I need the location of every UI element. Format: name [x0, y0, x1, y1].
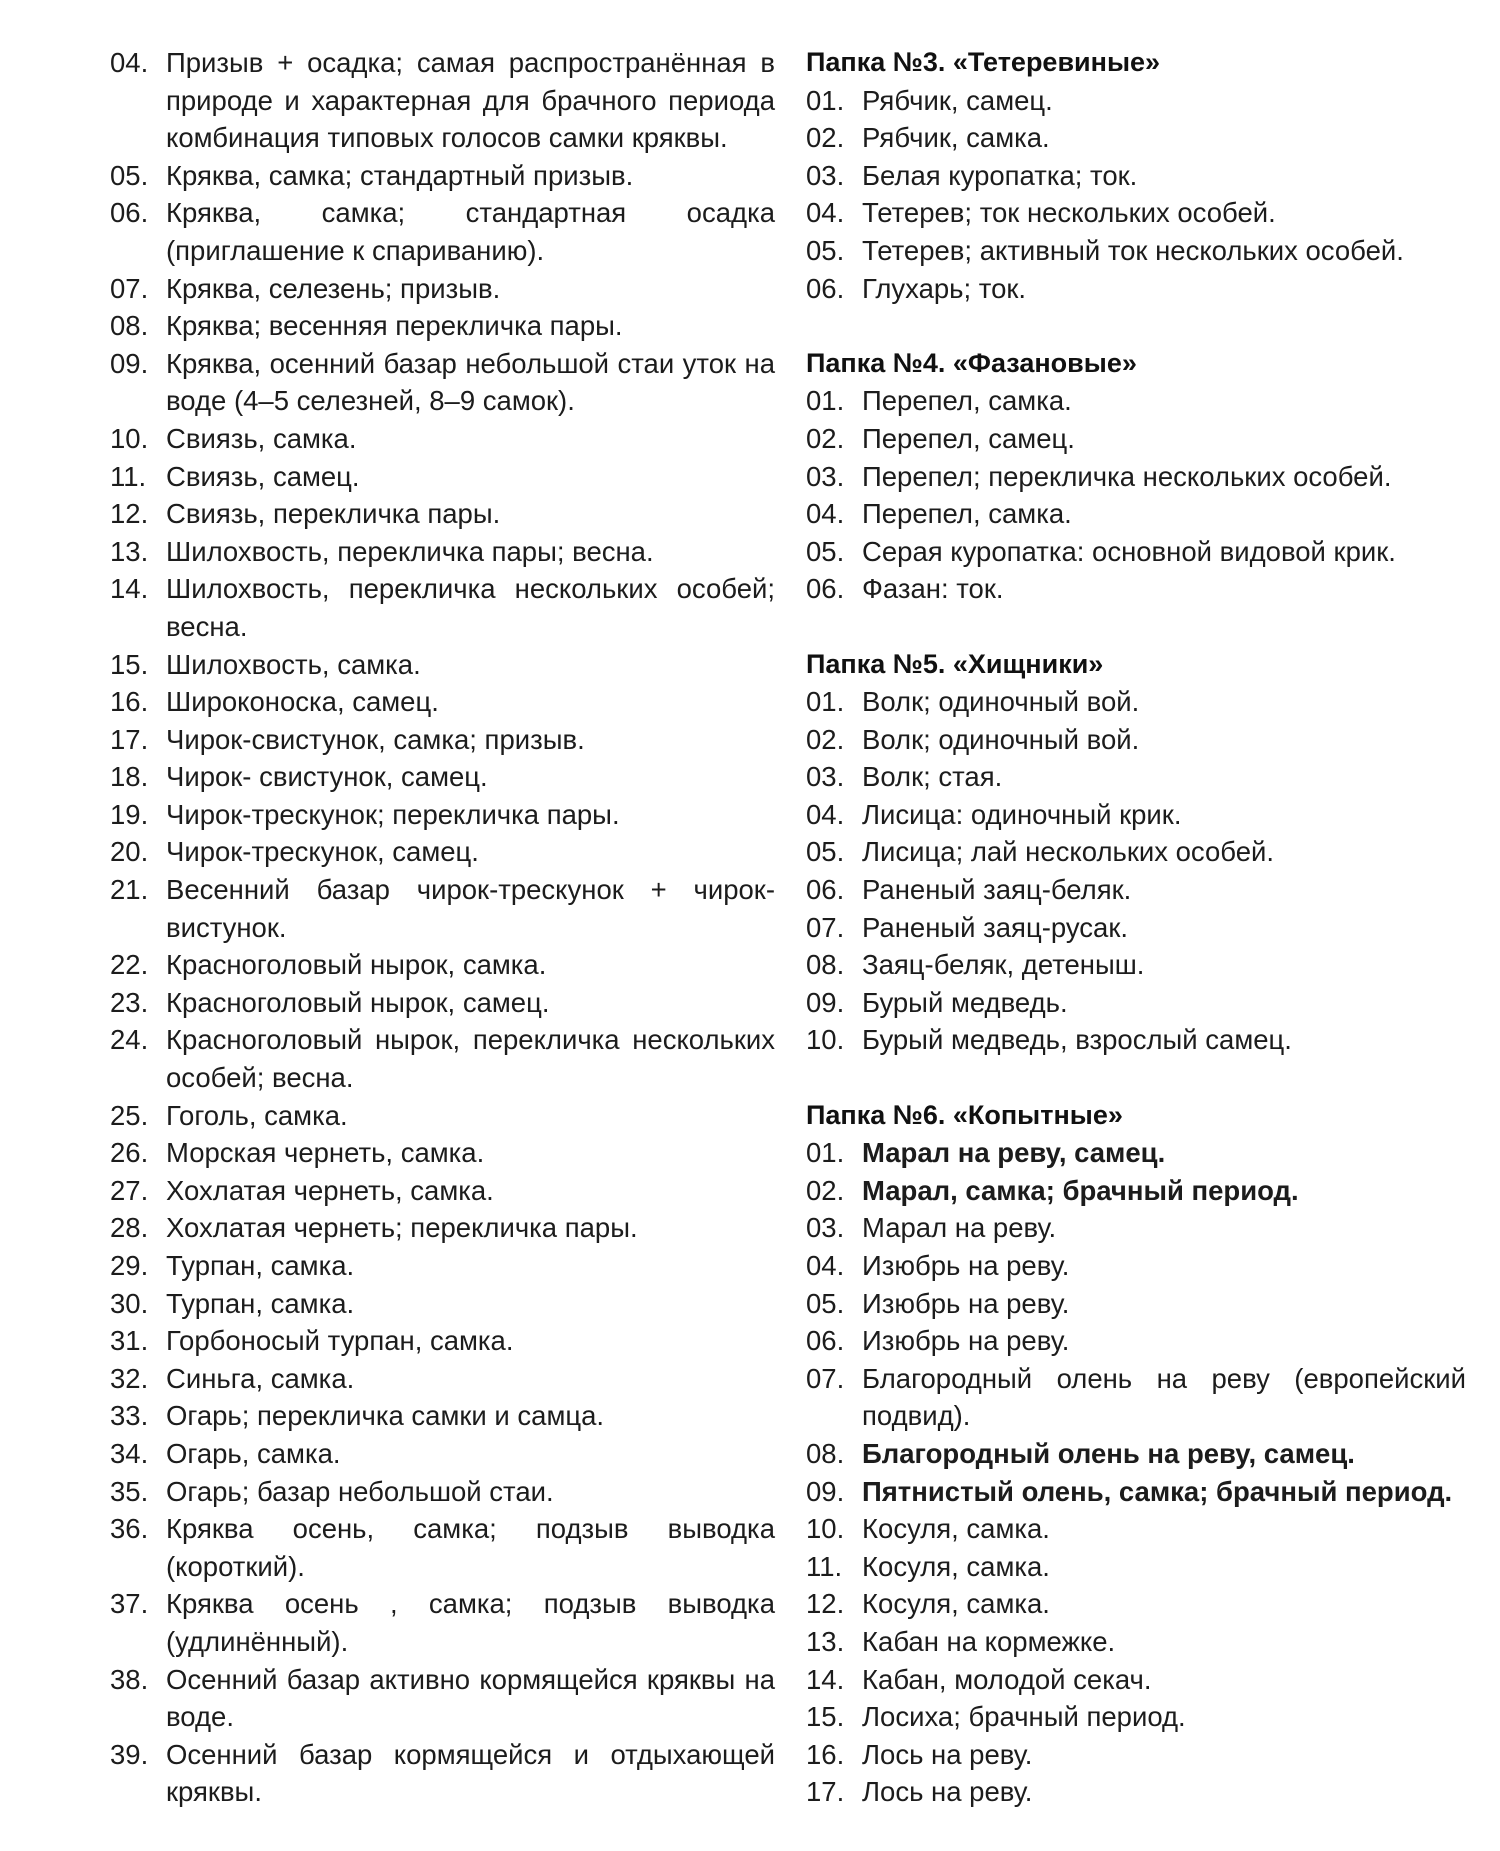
entry-number: 14. — [110, 573, 149, 605]
entry-text: Глухарь; ток. — [862, 272, 1027, 304]
entry-text: Широконоска, самец. — [166, 686, 439, 718]
entry-number: 34. — [110, 1437, 149, 1469]
entry-number: 08. — [110, 310, 149, 342]
entry-number: 36. — [110, 1513, 149, 1545]
entry-number: 20. — [110, 836, 149, 868]
entry-text: Шилохвость, перекличка пары; весна. — [166, 535, 654, 567]
entry-number: 03. — [806, 159, 845, 191]
folder-heading: Папка №3. «Тетеревиные» — [806, 47, 1161, 77]
folder-track-entry — [806, 1510, 1466, 1548]
entry-text: Белая куропатка; ток. — [862, 159, 1138, 191]
track-entry — [110, 796, 775, 834]
entry-number: 03. — [806, 1212, 845, 1244]
track-entry — [110, 1247, 775, 1285]
track-entry — [110, 833, 775, 871]
entry-text: Хохлатая чернеть; перекличка пары. — [166, 1212, 638, 1244]
entry-number: 27. — [110, 1174, 149, 1206]
folder-track-entry — [806, 1473, 1466, 1511]
folder-track-entry — [806, 1548, 1466, 1586]
entry-number: 17. — [110, 723, 149, 755]
folder-track-entry — [806, 420, 1466, 458]
entry-text: Кряква, осенний базар небольшой стаи уток на воде (4–5 селезней, 8–9 самок). — [166, 347, 775, 417]
entry-text: Рябчик, самка. — [862, 122, 1050, 154]
entry-text: Свиязь, самец. — [166, 460, 360, 492]
entry-number: 07. — [110, 272, 149, 304]
entry-text: Перепел, самка. — [862, 385, 1072, 417]
entry-number: 38. — [110, 1663, 149, 1695]
track-entry — [110, 570, 775, 645]
entry-number: 17. — [806, 1776, 845, 1808]
entry-text: Красноголовый нырок, самец. — [166, 986, 550, 1018]
entry-number: 09. — [806, 986, 845, 1018]
entry-text: Чирок-трескунок; перекличка пары. — [166, 798, 620, 830]
entry-number: 08. — [806, 1437, 845, 1469]
entry-number: 05. — [806, 535, 845, 567]
entry-text: Огарь, самка. — [166, 1437, 341, 1469]
track-entry — [110, 984, 775, 1022]
entry-text: Хохлатая чернеть, самка. — [166, 1174, 494, 1206]
folder-track-entry — [806, 82, 1466, 120]
entry-text: Красноголовый нырок, самка. — [166, 949, 547, 981]
entry-number: 10. — [806, 1513, 845, 1545]
entry-number: 29. — [110, 1250, 149, 1281]
track-entry — [110, 495, 775, 533]
entry-number: 03. — [806, 761, 845, 793]
entry-number: 15. — [110, 648, 149, 680]
entry-text: Перепел, самка. — [862, 498, 1072, 530]
entry-text: Изюбрь на реву. — [862, 1250, 1070, 1281]
entry-text: Кряква осень, самка; подзыв выводка (короткий). — [166, 1513, 775, 1582]
left-column — [110, 44, 775, 1811]
entry-number: 26. — [110, 1137, 149, 1169]
entry-text: Чирок-свистунок, самка; призыв. — [166, 723, 585, 755]
entry-number: 01. — [806, 1137, 845, 1169]
entry-number: 04. — [806, 1250, 845, 1281]
entry-text: Бурый медведь. — [862, 986, 1068, 1018]
entry-number: 06. — [806, 874, 845, 906]
folder-track-entry — [806, 1209, 1466, 1247]
entry-text: Кабан, молодой секач. — [862, 1663, 1152, 1695]
folder-track-entry — [806, 1661, 1466, 1699]
entry-number: 30. — [110, 1287, 149, 1319]
entry-number: 33. — [110, 1400, 149, 1432]
folder-heading: Папка №4. «Фазановые» — [806, 347, 1137, 378]
track-entry — [110, 458, 775, 496]
track-entry — [110, 1585, 775, 1660]
entry-number: 03. — [806, 460, 845, 492]
folder-track-entry — [806, 871, 1466, 909]
entry-text: Кряква; весенняя перекличка пары. — [166, 310, 623, 342]
entry-text: Косуля, самка. — [862, 1513, 1050, 1545]
entry-number: 02. — [806, 723, 845, 755]
track-entry — [110, 44, 775, 157]
folder-track-entry — [806, 758, 1466, 796]
entry-text: Огарь; перекличка самки и самца. — [166, 1400, 605, 1432]
entry-text: Марал, самка; брачный период. — [862, 1174, 1299, 1206]
entry-text: Синьга, самка. — [166, 1362, 355, 1394]
entry-text: Тетерев; активный ток нескольких особей. — [862, 234, 1404, 266]
entry-text: Лось на реву. — [862, 1776, 1033, 1808]
track-entry — [110, 1473, 775, 1511]
folder-track-entry — [806, 683, 1466, 721]
folder-track-entry — [806, 157, 1466, 195]
track-entry — [110, 1134, 775, 1172]
entry-text: Кряква, селезень; призыв. — [166, 272, 501, 304]
folder-track-entry — [806, 984, 1466, 1022]
entry-number: 06. — [806, 1325, 845, 1357]
folder-track-entry — [806, 270, 1466, 308]
folder-track-entry — [806, 833, 1466, 871]
folder-track-entry — [806, 1285, 1466, 1323]
folder-track-entry — [806, 533, 1466, 571]
entry-text: Фазан: ток. — [862, 573, 1004, 605]
entry-number: 32. — [110, 1362, 149, 1394]
entry-text: Серая куропатка: основной видовой крик. — [862, 535, 1396, 567]
entry-number: 05. — [806, 234, 845, 266]
folder-track-entry — [806, 721, 1466, 759]
folder-track-entry — [806, 458, 1466, 496]
track-entry — [110, 946, 775, 984]
entry-number: 05. — [806, 1287, 845, 1319]
entry-number: 02. — [806, 122, 845, 154]
entry-text: Рябчик, самец. — [862, 84, 1053, 116]
entry-number: 04. — [806, 197, 845, 229]
entry-number: 24. — [110, 1024, 149, 1056]
track-entry — [110, 270, 775, 308]
entry-text: Изюбрь на реву. — [862, 1287, 1070, 1319]
entry-text: Тетерев; ток нескольких особей. — [862, 197, 1276, 229]
section-spacer — [806, 1059, 1466, 1097]
entry-number: 07. — [806, 911, 845, 943]
entry-text: Косуля, самка. — [862, 1550, 1050, 1582]
section-spacer — [806, 307, 1466, 345]
entry-text: Перепел; перекличка нескольких особей. — [862, 460, 1392, 492]
entry-number: 16. — [806, 1738, 845, 1770]
folder-track-entry — [806, 1698, 1466, 1736]
entry-number: 01. — [806, 84, 845, 116]
entry-text: Горбоносый турпан, самка. — [166, 1325, 514, 1357]
entry-text: Морская чернеть, самка. — [166, 1137, 485, 1169]
entry-number: 01. — [806, 385, 845, 417]
entry-number: 11. — [110, 460, 147, 492]
entry-number: 06. — [806, 573, 845, 605]
entry-text: Пятнистый олень, самка; брачный период. — [862, 1475, 1453, 1507]
folder-track-entry — [806, 1623, 1466, 1661]
entry-number: 25. — [110, 1099, 149, 1131]
entry-text: Раненый заяц-русак. — [862, 911, 1129, 943]
entry-number: 15. — [806, 1701, 845, 1733]
entry-text: Раненый заяц-беляк. — [862, 874, 1132, 906]
entry-text: Кряква, самка; стандартная осадка (приглашение к спариванию). — [166, 197, 775, 266]
entry-text: Марал на реву. — [862, 1212, 1057, 1244]
entry-number: 05. — [110, 159, 149, 191]
entry-number: 22. — [110, 949, 149, 981]
track-entry — [110, 1021, 775, 1096]
entry-text: Косуля, самка. — [862, 1588, 1050, 1620]
track-entry — [110, 1510, 775, 1585]
entry-text: Гоголь, самка. — [166, 1099, 348, 1131]
folder-heading: Папка №5. «Хищники» — [806, 648, 1104, 679]
entry-text: Свиязь, перекличка пары. — [166, 498, 501, 530]
folder-track-entry — [806, 232, 1466, 270]
entry-text: Красноголовый нырок, перекличка нескольких особей; весна. — [166, 1024, 775, 1094]
entry-number: 09. — [806, 1475, 845, 1507]
entry-number: 12. — [110, 498, 149, 530]
entry-number: 05. — [806, 836, 845, 868]
entry-number: 02. — [806, 422, 845, 454]
entry-number: 01. — [806, 686, 845, 718]
entry-number: 06. — [806, 272, 845, 304]
entry-number: 31. — [110, 1325, 149, 1357]
entry-number: 07. — [806, 1362, 845, 1394]
entry-text: Свиязь, самка. — [166, 422, 357, 454]
entry-text: Осенний базар активно кормящейся кряквы на воде. — [166, 1663, 775, 1733]
entry-text: Волк; стая. — [862, 761, 1003, 793]
entry-text: Чирок- свистунок, самец. — [166, 761, 488, 793]
track-entry — [110, 758, 775, 796]
entry-number: 10. — [806, 1024, 845, 1056]
entry-text: Призыв + осадка; самая распространённая в природе и характерная для брачного периода комбинация типовых голосов самки кряквы. — [166, 47, 775, 154]
entry-text: Кряква осень , самка; подзыв выводка (удлинённый). — [166, 1588, 775, 1657]
track-entry — [110, 307, 775, 345]
track-entry — [110, 1736, 775, 1811]
entry-text: Марал на реву, самец. — [862, 1137, 1166, 1169]
entry-text: Волк; одиночный вой. — [862, 723, 1140, 755]
track-entry — [110, 1661, 775, 1736]
entry-text: Кряква, самка; стандартный призыв. — [166, 159, 634, 191]
right-column — [806, 44, 1466, 1811]
track-entry — [110, 1397, 775, 1435]
entry-text: Шилохвость, перекличка нескольких особей; весна. — [166, 573, 775, 642]
entry-number: 21. — [110, 874, 149, 906]
entry-text: Бурый медведь, взрослый самец. — [862, 1024, 1292, 1056]
entry-text: Заяц-беляк, детеныш. — [862, 949, 1145, 981]
folder-track-entry — [806, 495, 1466, 533]
folder-track-entry — [806, 1322, 1466, 1360]
entry-text: Лисица; лай нескольких особей. — [862, 836, 1274, 868]
folder-track-entry — [806, 382, 1466, 420]
section-spacer — [806, 608, 1466, 646]
entry-number: 35. — [110, 1475, 149, 1507]
track-entry — [110, 1435, 775, 1473]
entry-text: Благородный олень на реву (европейский подвид). — [862, 1362, 1466, 1432]
entry-text: Перепел, самец. — [862, 422, 1075, 454]
entry-number: 02. — [806, 1174, 845, 1206]
folder-track-entry — [806, 119, 1466, 157]
entry-number: 23. — [110, 986, 149, 1018]
track-entry — [110, 1322, 775, 1360]
entry-text: Лисица: одиночный крик. — [862, 798, 1182, 830]
folder-track-entry — [806, 1773, 1466, 1811]
track-entry — [110, 871, 775, 946]
entry-number: 08. — [806, 949, 845, 981]
entry-text: Лосиха; брачный период. — [862, 1701, 1186, 1733]
entry-number: 04. — [806, 498, 845, 530]
folder-track-entry — [806, 1360, 1466, 1435]
track-entry — [110, 1097, 775, 1135]
track-entry — [110, 194, 775, 269]
entry-number: 09. — [110, 347, 149, 379]
track-entry — [110, 1209, 775, 1247]
entry-number: 13. — [110, 535, 149, 567]
entry-number: 12. — [806, 1588, 845, 1620]
entry-text: Волк; одиночный вой. — [862, 686, 1140, 718]
track-entry — [110, 646, 775, 684]
entry-number: 28. — [110, 1212, 149, 1244]
entry-text: Турпан, самка. — [166, 1250, 355, 1281]
track-entry — [110, 1285, 775, 1323]
entry-text: Огарь; базар небольшой стаи. — [166, 1475, 554, 1507]
entry-number: 11. — [806, 1550, 843, 1582]
track-entry — [110, 345, 775, 420]
entry-number: 13. — [806, 1625, 845, 1657]
entry-number: 16. — [110, 686, 149, 718]
entry-text: Лось на реву. — [862, 1738, 1033, 1770]
track-entry — [110, 533, 775, 571]
folder-track-entry — [806, 1247, 1466, 1285]
entry-text: Кабан на кормежке. — [862, 1625, 1116, 1657]
folder-track-entry — [806, 1134, 1466, 1172]
folder-track-entry — [806, 796, 1466, 834]
folder-heading: Папка №6. «Копытные» — [806, 1099, 1123, 1130]
track-entry — [110, 157, 775, 195]
track-entry — [110, 721, 775, 759]
entry-number: 18. — [110, 761, 149, 793]
track-entry — [110, 683, 775, 721]
track-entry — [110, 1360, 775, 1398]
entry-text: Благородный олень на реву, самец. — [862, 1437, 1355, 1469]
entry-text: Изюбрь на реву. — [862, 1325, 1070, 1357]
entry-text: Осенний базар кормящейся и отдыхающей кряквы. — [166, 1738, 775, 1808]
folder-track-entry — [806, 1585, 1466, 1623]
folder-track-entry — [806, 1435, 1466, 1473]
entry-text: Шилохвость, самка. — [166, 648, 421, 680]
folder-track-entry — [806, 194, 1466, 232]
entry-number: 37. — [110, 1588, 149, 1620]
folder-track-entry — [806, 909, 1466, 947]
entry-text: Весенний базар чирок-трескунок + чирок-вистунок. — [166, 874, 775, 943]
folder-track-entry — [806, 1021, 1466, 1059]
entry-number: 14. — [806, 1663, 845, 1695]
folder-track-entry — [806, 946, 1466, 984]
entry-number: 06. — [110, 197, 149, 229]
entry-number: 10. — [110, 422, 149, 454]
folder-track-entry — [806, 570, 1466, 608]
entry-number: 04. — [110, 47, 149, 78]
track-entry — [110, 1172, 775, 1210]
entry-text: Чирок-трескунок, самец. — [166, 836, 479, 868]
track-entry — [110, 420, 775, 458]
entry-number: 19. — [110, 798, 149, 830]
entry-number: 39. — [110, 1738, 149, 1770]
folder-track-entry — [806, 1736, 1466, 1774]
folder-track-entry — [806, 1172, 1466, 1210]
entry-text: Турпан, самка. — [166, 1287, 355, 1319]
entry-number: 04. — [806, 798, 845, 830]
